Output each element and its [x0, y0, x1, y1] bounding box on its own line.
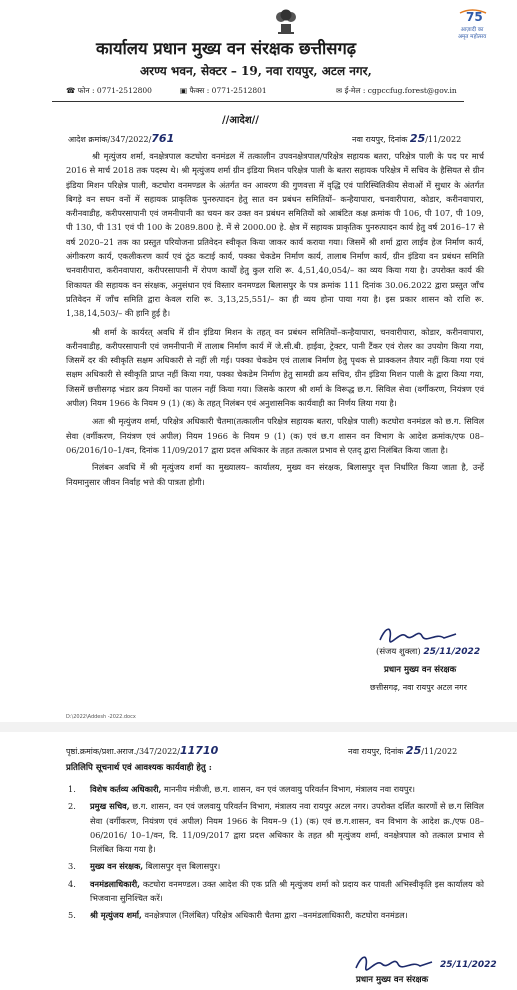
signature-handwritten-2-icon — [354, 952, 434, 974]
fax-icon: ▣ — [180, 86, 190, 95]
page-break — [0, 722, 517, 732]
endorsement-list — [60, 782, 484, 926]
email-icon: ✉ — [336, 86, 345, 95]
endorsement-item: 3. मुख्य वन संरक्षक, बिलासपुर वृत्त बिलासपुर। — [68, 861, 221, 872]
endorsement-number-handwritten: 11710 — [179, 744, 219, 757]
phone-number: ☎ फोन : 0771-2512800 — [66, 86, 152, 95]
order-heading: //आदेश// — [222, 115, 259, 126]
endorsement-item: 2. प्रमुख सचिव, छ.ग. शासन, वन एवं जलवायु परिवर्तन विभाग, मंत्रालय नवा रायपुर अटल नगर। उपरोक्त दर्शित कारणों से छ.ग सिविल सेवा (वर्गीकरण, नियंत्रण एवं अपील) नियम 1966 के नियम–9 (1) (क) एवं छ.ग.शासन, वन विभाग के आदेश क्र./एफ 08– 06/2016/ 10–1/वन, दि. 11/09/2017 द्वारा प्रदत्त अधिकार के तहत श्री मृत्युंजय शर्मा, वनक्षेत्रपाल को तत्काल प्रभाव से निलंबित किया गया है। — [68, 801, 484, 855]
signer-title: प्रधान मुख्य वन संरक्षक — [384, 665, 457, 675]
office-address: अरण्य भवन, सेक्टर – 19, नवा रायपुर, अटल नगर, — [140, 64, 372, 78]
endorsement-item: 4. वनमंडलाधिकारी, कटघोरा वनमण्डल। उक्त आदेश की एक प्रति श्री मृत्युंजय शर्मा को प्रदाय कर पावती अभिस्वीकृति इस कार्यालय को भिजवाना सुनिश्चित करें। — [68, 878, 484, 904]
fax-number: ▣ फैक्स : 0771-2512801 — [180, 86, 267, 95]
header-divider — [52, 101, 464, 102]
order-number: आदेश क्रमांक/347/2022/761 — [68, 132, 175, 145]
azadi-ka-amrit-mahotsav-logo — [446, 8, 498, 40]
state-emblem-icon — [272, 6, 300, 36]
order-paragraph-3: अतः श्री मृत्युंजय शर्मा, परिक्षेत्र अधिकारी चैतमा(तत्कालीन परिक्षेत्र सहायक बतरा, परिक्षेत्र पाली) कटघोरा वनमंडल को छ.ग. सिविल सेवा (वर्गीकरण, नियंत्रण एवं अपील) नियम 1966 के नियम 9 (1) (क) एवं छ.ग शासन वन विभाग के आदेश क्रमांक/एफ 08–06/2016/10–1/वन, दिनांक 11/09/2017 द्वारा प्रदत्त अधिकार के तहत तत्काल प्रभाव से एतद् द्वारा निलंबित किया जाता है। — [66, 416, 484, 455]
order-date-handwritten: 25 — [409, 132, 426, 145]
order-number-handwritten: 761 — [151, 132, 175, 145]
logo-text-top: आज़ादी का — [460, 27, 484, 33]
endorsement-item: 1. विशेष कर्तव्य अधिकारी, माननीय मंत्रीजी, छ.ग. शासन, वन एवं जलवायु परिवर्तन विभाग, मंत्रालय नवा रायपुर। — [68, 784, 416, 794]
logo-text-bottom: अमृत महोत्सव — [457, 34, 487, 40]
order-paragraph-1: श्री मृत्युंजय शर्मा, वनक्षेत्रपाल कटघोरा वनमंडल में तत्कालीन उपवनक्षेत्रपाल/परिक्षेत्र सहायक बतरा, परिक्षेत्र पाली के पद पर मार्च 2016 से मार्च 2018 तक पदस्थ थे। श्री मृत्युंजय शर्मा ग्रीन इंडिया मिशन परिक्षेत्र पाली के बतरा सहायक परिक्षेत्र में सचिव के हैसियत से ग्रीन इंडिया मिशन परिक्षेत्र पाली, कटघोरा वनमण्डल के अंतर्गत वन आवरण की गुणवत्ता में वृद्धि एवं पारिस्थितिकीय सेवाओं में सुधार के अंतर्गत बिगड़े वन सघन वनों में सहायक प्राकृतिक पुनरुत्पादन हेतु सात वन प्रबंधन समितियों– कन्हैयापारा, चनवारीपारा, कोडार, करीनवापारा, करीनवाडीह, करीपरसापानी एवं जमनीपानी का चयन कर उक्त वन प्रबंधन समितियों को आबंटित कक्ष क्रमांक पी 106, पी 107, पी 109, पी 130, पी 131 एवं पी 100 के 2089.800 हे. में से 2000.00 हे. क्षेत्र में सहायक प्राकृतिक पुनरुत्पादन कार्य हेतु वर्ष 2016–17 से वर्ष 2020–21 तक का प्रस्तुत परियोजना प्रतिवेदन स्वीकृत किया जाकर कार्य कराया गया। जिसमें श्री शर्मा द्वारा लाईव हेज निर्माण कार्य, अंगीकरण कार्य, एकलीकरण कार्य एवं ठूंठ कटाई कार्य, पक्का चेकडेम निर्माण कार्य, तालाब निर्माण कार्य, ग्रीन इंडिया वन प्रबंधन समिति चनवारीपारा, करीनवापारा, करीपरसापानी में रोपण कार्यों हेतु कुल राशि रू. 4,51,40,054/– का व्यय किया गया है। उपरोक्त कार्य की शिकायत की सहायक वन संरक्षक, अनुसंधान एवं विस्तार वनमण्डल बिलासपुर के पत्र क्रमांक 111 दिनांक 30.06.2022 द्वारा प्रस्तुत जाँच प्रतिवेदन में जाँच समिति द्वारा केवल राशि रू. 3,13,25,551/– का ही व्यय होना पाया गया है। इस प्रकार शासन को राशि रू. 1,38,14,503/– की हानि हुई है। — [66, 151, 484, 319]
endorsement-intro: प्रतिलिपि सूचनार्थ एवं आवश्यक कार्यवाही हेतु : — [66, 763, 212, 773]
endorsement-date: नवा रायपुर, दिनांक 25/11/2022 — [348, 744, 458, 757]
file-path-footer: D:\2022\Addesh -2022.docx — [66, 714, 136, 720]
endorsement-date-handwritten: 25 — [405, 744, 422, 757]
sign-date-1: 25/11/2022 — [423, 647, 481, 657]
endorsement-item: 5. श्री मृत्युंजय शर्मा, वनक्षेत्रपाल (निलंबित) परिक्षेत्र अधिकारी चैतमा द्वारा –वनमंडलाधिकारी, कटघोरा वनमंडल। — [68, 910, 408, 921]
signer-place: छत्तीसगढ़, नवा रायपुर अटल नगर — [370, 683, 467, 692]
order-date: नवा रायपुर, दिनांक 25/11/2022 — [352, 132, 462, 145]
endorsement-number: पृष्ठां.क्रमांक/प्रशा.अराज./347/2022/11710 — [66, 744, 219, 757]
email-address: ✉ ई-मेल : cgpccfug.forest@gov.in — [336, 86, 457, 95]
signer-name: (संजय शुक्ला) 25/11/2022 — [376, 647, 481, 657]
phone-icon: ☎ — [66, 86, 78, 95]
order-paragraph-4: निलंबन अवधि में श्री मृत्युंजय शर्मा का मुख्यालय– कार्यालय, मुख्य वन संरक्षक, बिलासपुर वृत्त निर्धारित किया जाता है, उन्हें नियमानुसार जीवन निर्वाह भत्ते की पात्रता होगी। — [66, 462, 484, 487]
svg-text:75: 75 — [466, 10, 483, 23]
order-paragraph-2: श्री शर्मा के कार्यरत् अवधि में ग्रीन इंडिया मिशन के तहत् वन प्रबंधन समितियों–कन्हैयापारा, चनवारीपारा, कोडार, करीनवापारा, करीनवाडीह, करीपरसापानी एवं जमनीपानी में तालाब निर्माण कार्य में जे.सी.बी. हाईवा, ट्रेक्टर, पानी टैंकर एवं रोलर का उपयोग किया गया, जिसमें दर की स्वीकृति सक्षम अधिकारी से नहीं ली गई। पक्का चेकडेम एवं तालाब निर्माण हेतु पृथक से प्राक्कलन तैयार नहीं किया गया एवं सक्षम अधिकारी से स्वीकृति प्राप्त नहीं किया गया, पक्का चेकडेम निर्माण हेतु सामग्री क्रय सचिव, ग्रीन इंडिया मिशन पाली के द्वारा किया गया, जिसमें छत्तीसगढ़ भंडार क्रय नियमों का पालन नहीं किया गया। जिसके कारण श्री शर्मा के विरूद्ध छ.ग. सिविल सेवा (वर्गीकरण, नियंत्रण एवं अपील) नियम 1966 के नियम 9 (1) (क) के तहत् निलंबन एवं अनुशासनिक कार्यवाही का निर्णय लिया गया है। — [66, 326, 484, 409]
sign-date-2: 25/11/2022 — [440, 960, 497, 970]
endorsement-signer-title: प्रधान मुख्य वन संरक्षक — [356, 975, 429, 985]
logo-mark-icon — [446, 9, 498, 23]
signature-handwritten-icon — [378, 624, 458, 646]
office-title: कार्यालय प्रधान मुख्य वन संरक्षक छत्तीसगढ़ — [96, 39, 357, 58]
